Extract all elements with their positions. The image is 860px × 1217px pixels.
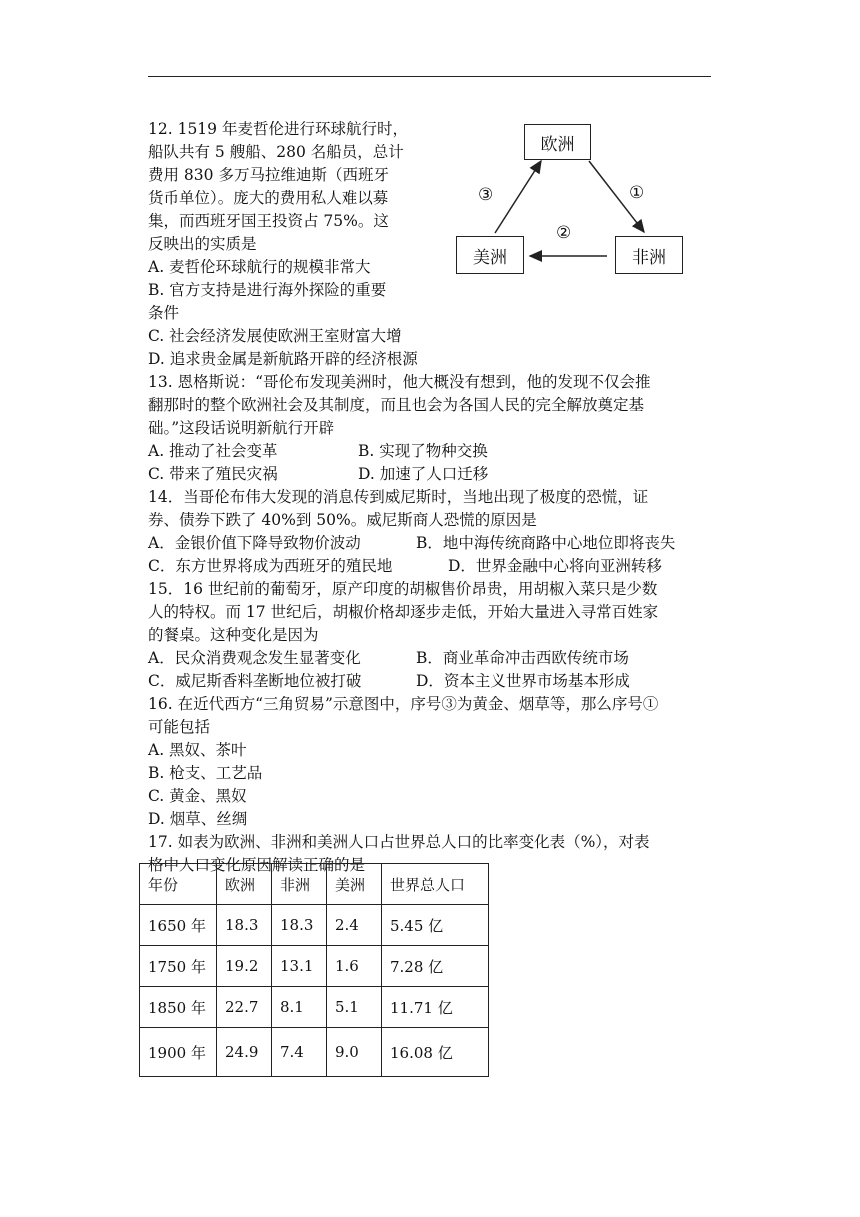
- table-cell: 5.1: [327, 987, 382, 1028]
- table-cell: 16.08 亿: [382, 1028, 489, 1077]
- table-header-cell: 欧洲: [217, 864, 272, 905]
- q13-option-b: B. 实现了物种交换: [358, 442, 488, 460]
- table-cell: 1900 年: [140, 1028, 217, 1077]
- q12-option-d: D. 追求贵金属是新航路开辟的经济根源: [148, 350, 418, 368]
- europe-box: 欧洲: [524, 124, 591, 160]
- table-cell: 24.9: [217, 1028, 272, 1077]
- q16-option-b: B. 枪支、工艺品: [148, 764, 263, 782]
- q14-options-ab: [148, 532, 718, 555]
- table-header-cell: 非洲: [272, 864, 327, 905]
- q12-line: 货币单位）。庞大的费用私人难以募: [148, 189, 389, 207]
- question-16: [148, 693, 718, 831]
- q13-line: 础。”这段话说明新航行开辟: [148, 419, 335, 437]
- label-2: ②: [556, 223, 572, 243]
- header-rule: [148, 76, 711, 77]
- africa-box: 非洲: [615, 236, 683, 274]
- q17-line: 17. 如表为欧洲、非洲和美洲人口占世界总人口的比率变化表（%），对表: [148, 833, 650, 851]
- q13-line: 13. 恩格斯说：“哥伦布发现美洲时，他大概没有想到，他的发现不仅会推: [148, 373, 651, 391]
- table-cell: 1.6: [327, 946, 382, 987]
- q15-line: 人的特权。而 17 世纪后，胡椒价格却逐步走低，开始大量进入寻常百姓家: [148, 603, 659, 621]
- q16-option-c: C. 黄金、黑奴: [148, 787, 247, 805]
- table-cell: 1750 年: [140, 946, 217, 987]
- q13-options-cd: [148, 463, 718, 486]
- table-cell: 19.2: [217, 946, 272, 987]
- table-header-cell: 年份: [140, 864, 217, 905]
- q14-line: 券、债券下跌了 40%到 50%。威尼斯商人恐慌的原因是: [148, 511, 537, 529]
- population-table: [139, 863, 489, 1077]
- q16-option-a: A. 黑奴、茶叶: [148, 741, 247, 759]
- table-cell: 8.1: [272, 987, 327, 1028]
- table-row: [140, 1028, 489, 1077]
- q14-options-cd: [148, 555, 718, 578]
- q15-options-ab: [148, 647, 718, 670]
- table-row: [140, 905, 489, 946]
- table-cell: 5.45 亿: [382, 905, 489, 946]
- table-header-cell: 美洲: [327, 864, 382, 905]
- q17-line: 格中人口变化原因解读正确的是: [148, 856, 366, 874]
- q12-option-a: A. 麦哲伦环球航行的规模非常大: [148, 258, 371, 276]
- q13-option-d: D. 加速了人口迁移: [358, 465, 489, 483]
- q16-option-d: D. 烟草、丝绸: [148, 810, 248, 828]
- question-14: [148, 486, 718, 578]
- america-box: 美洲: [456, 236, 524, 274]
- table-cell: 18.3: [217, 905, 272, 946]
- q13-line: 翻那时的整个欧洲社会及其制度，而且也会为各国人民的完全解放奠定基: [148, 396, 645, 414]
- question-15: [148, 578, 718, 693]
- q15-option-b: B．商业革命冲击西欧传统市场: [416, 649, 629, 667]
- q14-option-a: A．金银价值下降导致物价波动: [148, 534, 361, 552]
- label-1: ①: [629, 183, 645, 203]
- q12-line: 反映出的实质是: [148, 235, 257, 253]
- q12-line: 12. 1519 年麦哲伦进行环球航行时，: [148, 120, 408, 138]
- q14-option-b: B．地中海传统商路中心地位即将丧失: [416, 534, 676, 552]
- q15-options-cd: [148, 670, 718, 693]
- table-row: [140, 987, 489, 1028]
- table-cell: 1650 年: [140, 905, 217, 946]
- q15-option-a: A．民众消费观念发生显著变化: [148, 649, 361, 667]
- table-cell: 11.71 亿: [382, 987, 489, 1028]
- q14-option-d: D．世界金融中心将向亚洲转移: [448, 557, 662, 575]
- q12-line: 船队共有 5 艘船、280 名船员，总计: [148, 143, 404, 161]
- q12-option-c: C. 社会经济发展使欧洲王室财富大增: [148, 327, 402, 345]
- q15-option-c: C．威尼斯香料垄断地位被打破: [148, 672, 362, 690]
- q12-line: 集，而西班牙国王投资占 75%。这: [148, 212, 389, 230]
- table-cell: 18.3: [272, 905, 327, 946]
- q12-line: 费用 830 多万马拉维迪斯（西班牙: [148, 166, 389, 184]
- question-12: [148, 118, 718, 371]
- q13-option-c: C. 带来了殖民灾祸: [148, 465, 278, 483]
- table-cell: 2.4: [327, 905, 382, 946]
- q16-line: 可能包括: [148, 718, 211, 736]
- q12-option-b: B. 官方支持是进行海外探险的重要: [148, 281, 387, 299]
- question-13: [148, 371, 718, 486]
- q14-line: 14．当哥伦布伟大发现的消息传到威尼斯时，当地出现了极度的恐慌，证: [148, 488, 649, 506]
- table-cell: 7.28 亿: [382, 946, 489, 987]
- q13-options-ab: [148, 440, 718, 463]
- label-3: ③: [478, 185, 494, 205]
- q15-line: 15．16 世纪前的葡萄牙，原产印度的胡椒售价昂贵，用胡椒入菜只是少数: [148, 580, 658, 598]
- q15-line: 的餐桌。这种变化是因为: [148, 626, 319, 644]
- table-cell: 22.7: [217, 987, 272, 1028]
- q15-option-d: D．资本主义世界市场基本形成: [416, 672, 630, 690]
- q13-option-a: A. 推动了社会变革: [148, 442, 278, 460]
- question-content: [148, 118, 718, 877]
- q12-option-b-cont: 条件: [148, 304, 180, 322]
- table-row: [140, 946, 489, 987]
- table-header-row: [140, 864, 489, 905]
- q16-line: 16. 在近代西方“三角贸易”示意图中，序号③为黄金、烟草等，那么序号①: [148, 695, 659, 713]
- table-cell: 9.0: [327, 1028, 382, 1077]
- table-header-cell: 世界总人口: [382, 864, 489, 905]
- table-cell: 1850 年: [140, 987, 217, 1028]
- table-cell: 7.4: [272, 1028, 327, 1077]
- table-cell: 13.1: [272, 946, 327, 987]
- q14-option-c: C．东方世界将成为西班牙的殖民地: [148, 557, 393, 575]
